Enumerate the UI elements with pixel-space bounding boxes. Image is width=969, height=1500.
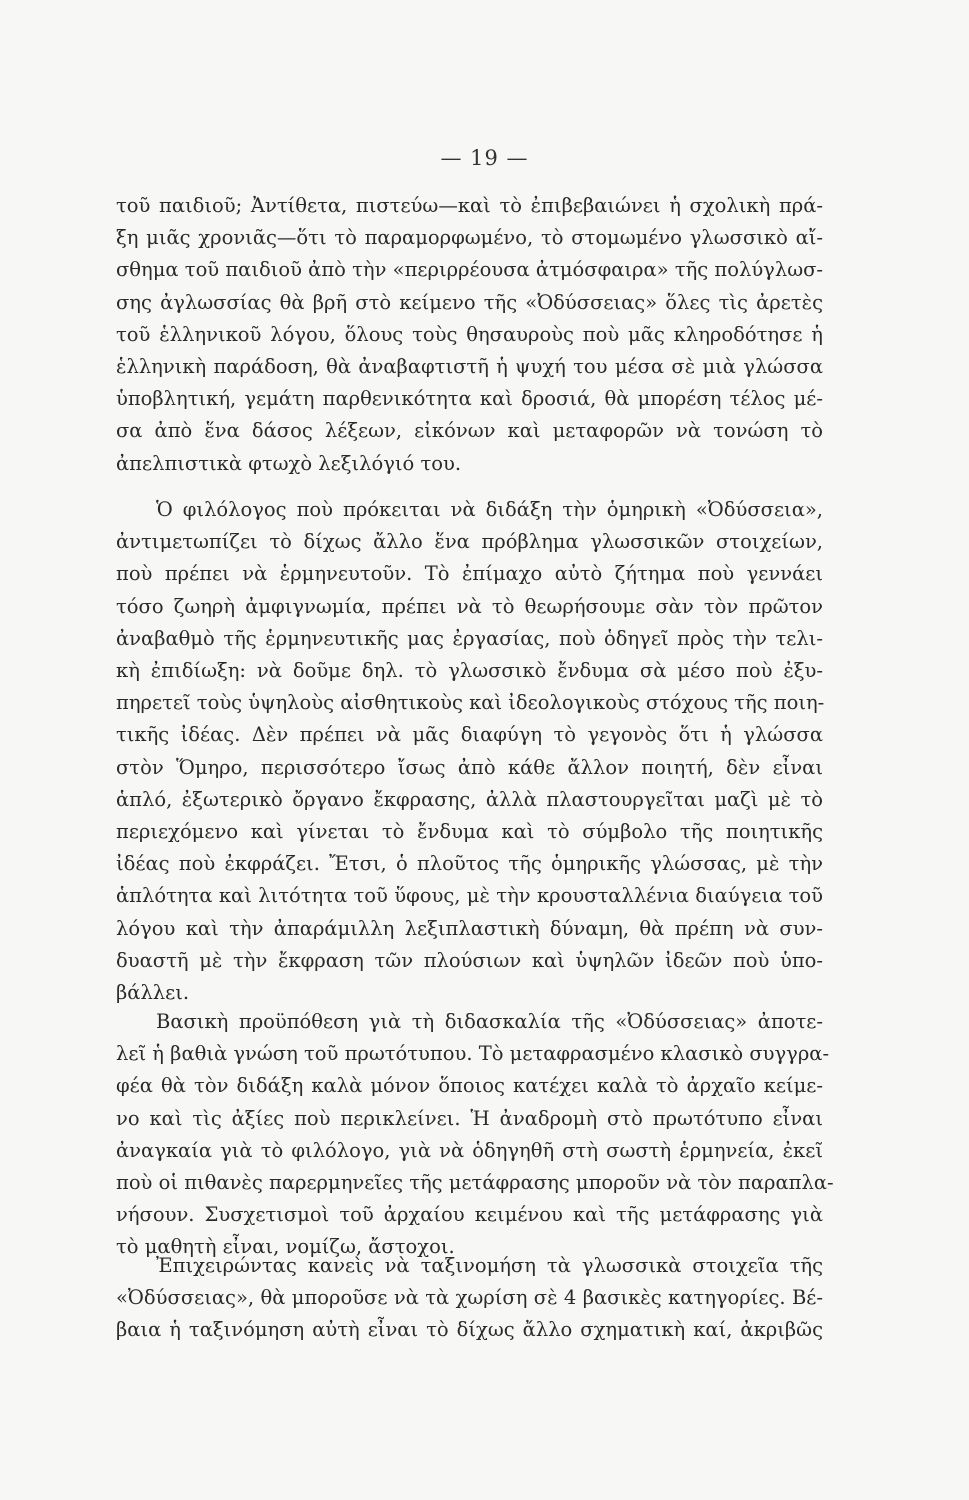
text-line: Ἐπιχειρώντας κανεὶς νὰ ταξινομήση τὰ γλωσσικὰ στοιχεῖα τῆς (156, 1254, 823, 1277)
text-line: ἀντιμετωπίζει τὸ δίχως ἄλλο ἕνα πρόβλημα γλωσσικῶν στοιχείων, (116, 530, 823, 554)
text-line: πηρετεῖ τοὺς ὑψηλοὺς αἰσθητικοὺς καὶ ἰδεολογικοὺς στόχους τῆς ποιη- (116, 691, 825, 715)
text-line: τικῆς ἰδέας. Δὲν πρέπει νὰ μᾶς διαφύγη τὸ γεγονὸς ὅτι ἡ γλώσσα (116, 723, 823, 747)
text-line: τοῦ ἑλληνικοῦ λόγου, ὅλους τοὺς θησαυροὺς ποὺ μᾶς κληροδότησε ἡ (116, 322, 823, 346)
text-line: ποὺ πρέπει νὰ ἑρμηνευτοῦν. Τὸ ἐπίμαχο αὐτὸ ζήτημα ποὺ γεννάει (116, 562, 823, 586)
page-number: — 19 — (440, 146, 529, 170)
text-line: ἁπλό, ἐξωτερικὸ ὄργανο ἔκφρασης, ἀλλὰ πλαστουργεῖται μαζὶ μὲ τὸ (116, 787, 823, 811)
text-line: δυαστῆ μὲ τὴν ἔκφραση τῶν πλούσιων καὶ ὑψηλῶν ἰδεῶν ποὺ ὑπο- (116, 948, 823, 972)
text-line: Ὁ φιλόλογος ποὺ πρόκειται νὰ διδάξη τὴν ὁμηρικὴ «Ὀδύσσεια», (156, 498, 823, 521)
text-line: λόγου καὶ τὴν ἀπαράμιλλη λεξιπλαστικὴ δύναμη, θὰ πρέπη νὰ συν- (116, 916, 823, 940)
text-line: ἀναβαθμὸ τῆς ἑρμηνευτικῆς μας ἐργασίας, ποὺ ὁδηγεῖ πρὸς τὴν τελι- (116, 626, 823, 650)
text-line: κὴ ἐπιδίωξη: νὰ δοῦμε δηλ. τὸ γλωσσικὸ ἔνδυμα σὰ μέσο ποὺ ἐξυ- (116, 659, 823, 683)
text-line: τοῦ παιδιοῦ; Ἀντίθετα, πιστεύω—καὶ τὸ ἐπιβεβαιώνει ἡ σχολικὴ πρά- (116, 194, 823, 217)
text-line: σα ἀπὸ ἕνα δάσος λέξεων, εἰκόνων καὶ μεταφορῶν νὰ τονώση τὸ (116, 419, 823, 443)
text-line: στὸν Ὅμηρο, περισσότερο ἴσως ἀπὸ κάθε ἄλλον ποιητή, δὲν εἶναι (116, 755, 823, 779)
text-line: νήσουν. Συσχετισμοὶ τοῦ ἀρχαίου κειμένου καὶ τῆς μετάφρασης γιὰ (116, 1203, 823, 1227)
text-line: σης ἀγλωσσίας θὰ βρῆ στὸ κείμενο τῆς «Ὀδύσσειας» ὅλες τὶς ἀρετὲς (116, 290, 823, 314)
text-line: ἀπελπιστικὰ φτωχὸ λεξιλόγιό του. (116, 451, 462, 475)
text-line: ἁπλότητα καὶ λιτότητα τοῦ ὕφους, μὲ τὴν κρουσταλλένια διαύγεια τοῦ (116, 884, 823, 908)
text-line: βαια ἡ ταξινόμηση αὐτὴ εἶναι τὸ δίχως ἄλλο σχηματικὴ καί, ἀκριβῶς (116, 1318, 823, 1342)
text-line: ἑλληνικὴ παράδοση, θὰ ἀναβαφτιστῆ ἡ ψυχή του μέσα σὲ μιὰ γλώσσα (116, 355, 823, 379)
text-line: φέα θὰ τὸν διδάξη καλὰ μόνον ὅποιος κατέχει καλὰ τὸ ἀρχαῖο κείμε- (116, 1074, 823, 1098)
text-line: ξη μιᾶς χρονιᾶς—ὅτι τὸ παραμορφωμένο, τὸ στομωμένο γλωσσικὸ αἴ- (116, 226, 823, 250)
text-line: σθημα τοῦ παιδιοῦ ἀπὸ τὴν «περιρρέουσα ἀτμόσφαιρα» τῆς πολύγλωσ- (116, 258, 823, 282)
text-line: ποὺ οἱ πιθανὲς παρερμηνεῖες τῆς μετάφρασης μποροῦν νὰ τὸν παραπλα- (116, 1171, 834, 1195)
paragraph-1 (116, 190, 823, 480)
text-line: Βασικὴ προϋπόθεση γιὰ τὴ διδασκαλία τῆς «Ὀδύσσειας» ἀποτε- (156, 1010, 823, 1033)
text-line: ἀναγκαία γιὰ τὸ φιλόλογο, γιὰ νὰ ὁδηγηθῆ στὴ σωστὴ ἑρμηνεία, ἐκεῖ (116, 1138, 823, 1162)
text-line: λεῖ ἡ βαθιὰ γνώση τοῦ πρωτότυπου. Τὸ μεταφρασμένο κλασικὸ συγγρα- (116, 1042, 830, 1066)
text-line: περιεχόμενο καὶ γίνεται τὸ ἔνδυμα καὶ τὸ σύμβολο τῆς ποιητικῆς (116, 820, 823, 844)
text-line: ἰδέας ποὺ ἐκφράζει. Ἔτσι, ὁ πλοῦτος τῆς ὁμηρικῆς γλώσσας, μὲ τὴν (116, 852, 823, 876)
paragraph-4 (116, 1250, 823, 1347)
text-line: βάλλει. (116, 981, 190, 1005)
text-line: «Ὀδύσσειας», θὰ μποροῦσε νὰ τὰ χωρίση σὲ 4 βασικὲς κατηγορίες. Βέ- (116, 1286, 823, 1310)
text-line: νο καὶ τὶς ἀξίες ποὺ περικλείνει. Ἡ ἀναδρομὴ στὸ πρωτότυπο εἶναι (116, 1106, 823, 1130)
text-line: ὑποβλητική, γεμάτη παρθενικότητα καὶ δροσιά, θὰ μπορέση τέλος μέ- (116, 387, 823, 411)
text-line: τὸ μαθητὴ εἶναι, νομίζω, ἄστοχοι. (116, 1235, 455, 1259)
paragraph-3 (116, 1006, 834, 1264)
paragraph-2 (116, 494, 823, 1009)
text-line: τόσο ζωηρὴ ἀμφιγνωμία, πρέπει νὰ τὸ θεωρήσουμε σὰν τὸν πρῶτον (116, 594, 823, 618)
